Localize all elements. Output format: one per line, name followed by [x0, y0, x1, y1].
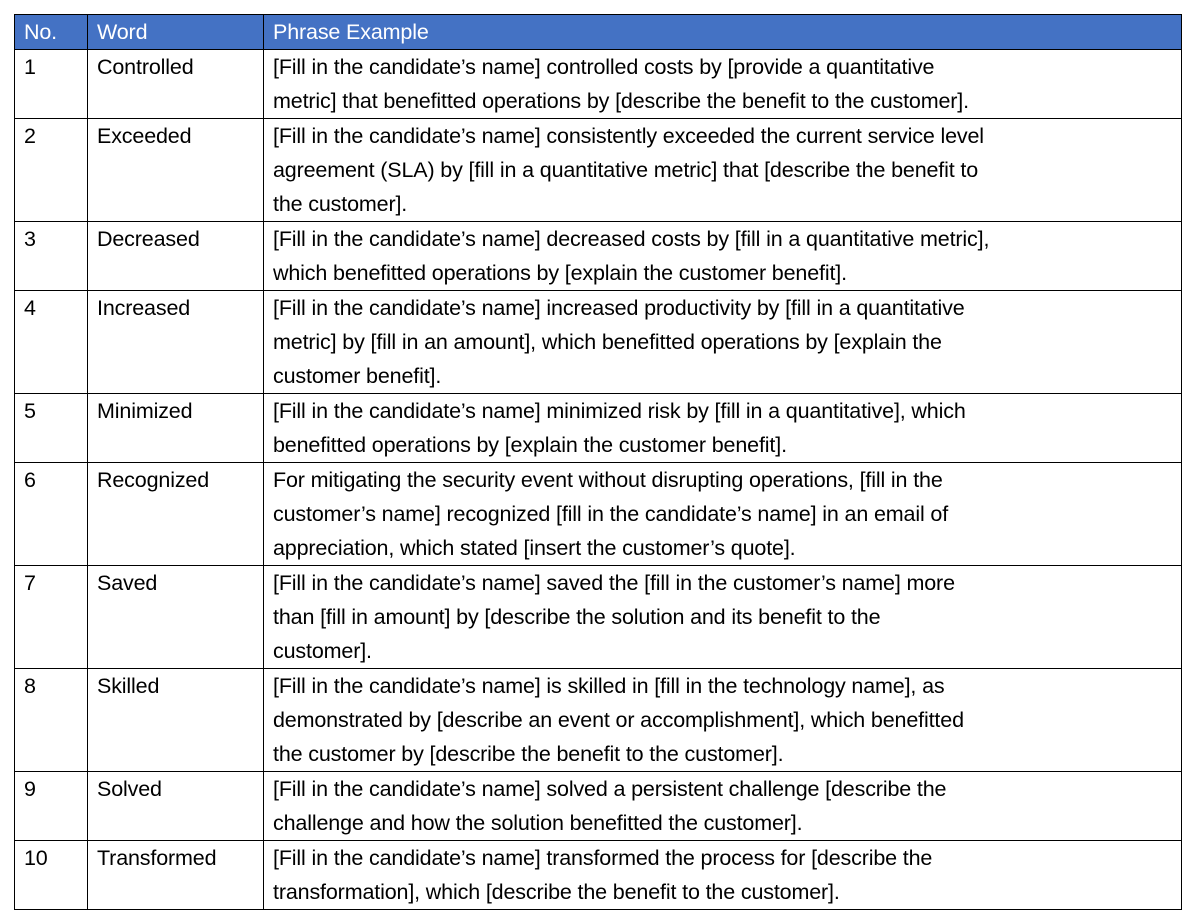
- row-number: 5: [15, 394, 88, 463]
- row-number: 9: [15, 772, 88, 841]
- header-phrase-example: Phrase Example: [264, 15, 1182, 50]
- row-word: Minimized: [88, 394, 264, 463]
- row-number: 8: [15, 669, 88, 772]
- row-number: 6: [15, 463, 88, 566]
- row-word: Saved: [88, 566, 264, 669]
- phrase-line: customer].: [273, 639, 372, 663]
- row-phrase-example: [264, 772, 1182, 841]
- phrase-line: [Fill in the candidate’s name] transformed the process for [describe the: [273, 846, 933, 870]
- phrase-line: benefitted operations by [explain the customer benefit].: [273, 433, 787, 457]
- phrase-line: the customer].: [273, 192, 408, 216]
- table-row: [15, 50, 1182, 119]
- phrase-line: agreement (SLA) by [fill in a quantitative metric] that [describe the benefit to: [273, 158, 979, 182]
- row-phrase-example: [264, 841, 1182, 910]
- table-row: [15, 841, 1182, 910]
- row-word: Transformed: [88, 841, 264, 910]
- row-phrase-example: [264, 463, 1182, 566]
- row-word: Increased: [88, 291, 264, 394]
- row-word: Skilled: [88, 669, 264, 772]
- phrase-line: demonstrated by [describe an event or accomplishment], which benefitted: [273, 708, 964, 732]
- row-number: 4: [15, 291, 88, 394]
- phrase-line: customer’s name] recognized [fill in the candidate’s name] in an email of: [273, 502, 949, 526]
- row-word: Controlled: [88, 50, 264, 119]
- row-word: Decreased: [88, 222, 264, 291]
- phrase-line: [Fill in the candidate’s name] saved the [fill in the customer’s name] more: [273, 571, 955, 595]
- row-word: Exceeded: [88, 119, 264, 222]
- table-body: [15, 50, 1182, 910]
- table-row: [15, 394, 1182, 463]
- phrase-line: customer benefit].: [273, 364, 442, 388]
- row-phrase-example: [264, 291, 1182, 394]
- phrase-line: appreciation, which stated [insert the customer’s quote].: [273, 536, 796, 560]
- table-row: [15, 669, 1182, 772]
- phrase-line: transformation], which [describe the benefit to the customer].: [273, 880, 840, 904]
- row-phrase-example: [264, 669, 1182, 772]
- phrase-line: [Fill in the candidate’s name] increased productivity by [fill in a quantitative: [273, 296, 965, 320]
- phrase-line: metric] that benefitted operations by [describe the benefit to the customer].: [273, 89, 969, 113]
- table-row: [15, 463, 1182, 566]
- phrase-line: which benefitted operations by [explain the customer benefit].: [273, 261, 847, 285]
- row-phrase-example: [264, 50, 1182, 119]
- row-phrase-example: [264, 566, 1182, 669]
- phrase-line: [Fill in the candidate’s name] is skilled in [fill in the technology name], as: [273, 674, 945, 698]
- row-phrase-example: [264, 222, 1182, 291]
- row-phrase-example: [264, 394, 1182, 463]
- row-number: 3: [15, 222, 88, 291]
- row-word: Solved: [88, 772, 264, 841]
- row-number: 7: [15, 566, 88, 669]
- action-words-table: [14, 14, 1182, 910]
- table-row: [15, 222, 1182, 291]
- header-number: No.: [15, 15, 88, 50]
- header-word: Word: [88, 15, 264, 50]
- phrase-line: [Fill in the candidate’s name] solved a persistent challenge [describe the: [273, 777, 947, 801]
- table-row: [15, 566, 1182, 669]
- phrase-line: For mitigating the security event without disrupting operations, [fill in the: [273, 468, 943, 492]
- header-row: [15, 15, 1182, 50]
- phrase-line: [Fill in the candidate’s name] minimized risk by [fill in a quantitative], which: [273, 399, 966, 423]
- phrase-line: the customer by [describe the benefit to the customer].: [273, 742, 784, 766]
- phrase-line: metric] by [fill in an amount], which benefitted operations by [explain the: [273, 330, 942, 354]
- phrase-line: [Fill in the candidate’s name] decreased costs by [fill in a quantitative metric],: [273, 227, 990, 251]
- phrase-line: than [fill in amount] by [describe the solution and its benefit to the: [273, 605, 881, 629]
- row-number: 1: [15, 50, 88, 119]
- phrase-line: challenge and how the solution benefitted the customer].: [273, 811, 803, 835]
- phrase-line: [Fill in the candidate’s name] controlled costs by [provide a quantitative: [273, 55, 935, 79]
- table-row: [15, 119, 1182, 222]
- table-row: [15, 291, 1182, 394]
- row-number: 10: [15, 841, 88, 910]
- row-number: 2: [15, 119, 88, 222]
- row-phrase-example: [264, 119, 1182, 222]
- table-header: [15, 15, 1182, 50]
- table-row: [15, 772, 1182, 841]
- phrase-line: [Fill in the candidate’s name] consistently exceeded the current service level: [273, 124, 984, 148]
- row-word: Recognized: [88, 463, 264, 566]
